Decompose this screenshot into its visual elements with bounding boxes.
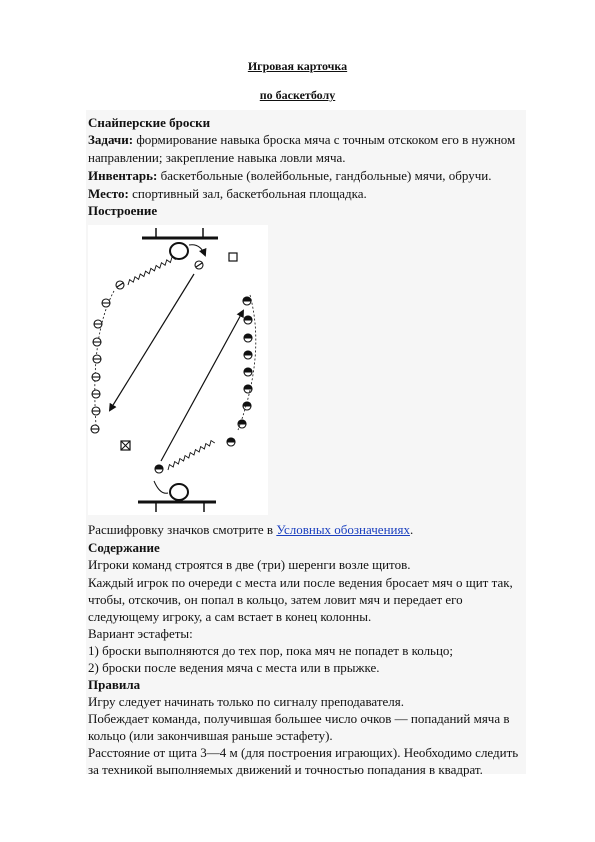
content-line-4: следующему игроку, а сам встает в конец колонны. <box>88 609 372 624</box>
rules-line-4: Расстояние от щита 3—4 м (для построения играющих). Необходимо следить <box>88 745 519 760</box>
card-title: Игровая карточка <box>247 59 348 73</box>
rules-line-3: кольцо (или закончившая раньше эстафету). <box>88 728 333 743</box>
content-line-5: Вариант эстафеты: <box>88 626 193 641</box>
inventory-label: Инвентарь: <box>88 168 158 183</box>
content-line-7: 2) броски после ведения мяча с места или в прыжке. <box>88 660 380 675</box>
content-line-6: 1) броски выполняются до тех пор, пока мяч не попадет в кольцо; <box>88 643 454 658</box>
tasks-label: Задачи: <box>88 132 134 147</box>
tasks-text-2: направлении; закрепление навыка ловли мяча. <box>88 150 346 165</box>
rules-line-1: Игру следует начинать только по сигналу преподавателя. <box>88 694 405 709</box>
inventory-text: баскетбольные (волейбольные, гандбольные) мячи, обручи. <box>160 168 492 183</box>
content-heading: Содержание <box>88 540 160 555</box>
legend-line <box>88 521 528 539</box>
place-label: Место: <box>88 186 129 201</box>
tasks-line-1 <box>88 131 528 149</box>
legend-suffix: . <box>409 522 414 537</box>
content-line-1: Игроки команд строятся в две (три) шеренги возле щитов. <box>88 557 411 572</box>
place-line <box>88 185 528 203</box>
place-text: спортивный зал, баскетбольная площадка. <box>132 186 367 201</box>
rules-line-2: Побеждает команда, получившая большее число очков — попаданий мяча в <box>88 711 510 726</box>
card-subtitle: по баскетболу <box>259 88 336 102</box>
formation-heading: Построение <box>88 203 158 218</box>
bottom-hoop <box>170 484 188 500</box>
legend-prefix: Расшифровку значков смотрите в <box>88 522 277 537</box>
top-hoop <box>170 243 188 259</box>
target-square-top <box>229 253 237 261</box>
content-line-2: Каждый игрок по очереди с места или после ведения бросает мяч о щит так, <box>88 575 513 590</box>
target-square-bottom <box>121 441 130 450</box>
rules-heading: Правила <box>88 677 141 692</box>
game-name: Снайперские броски <box>88 115 211 130</box>
content-line-3: чтобы, отскочив, он попал в кольцо, затем ловит мяч и передает его <box>88 592 463 607</box>
formation-diagram <box>88 225 268 515</box>
tasks-text-1: формирование навыка броска мяча с точным отскоком его в нужном <box>136 132 516 147</box>
rules-line-5: за техникой выполняемых движений и точностью попадания в квадрат. <box>88 762 483 777</box>
inventory-line <box>88 167 528 185</box>
legend-link[interactable]: Условных обозначениях <box>276 522 410 537</box>
